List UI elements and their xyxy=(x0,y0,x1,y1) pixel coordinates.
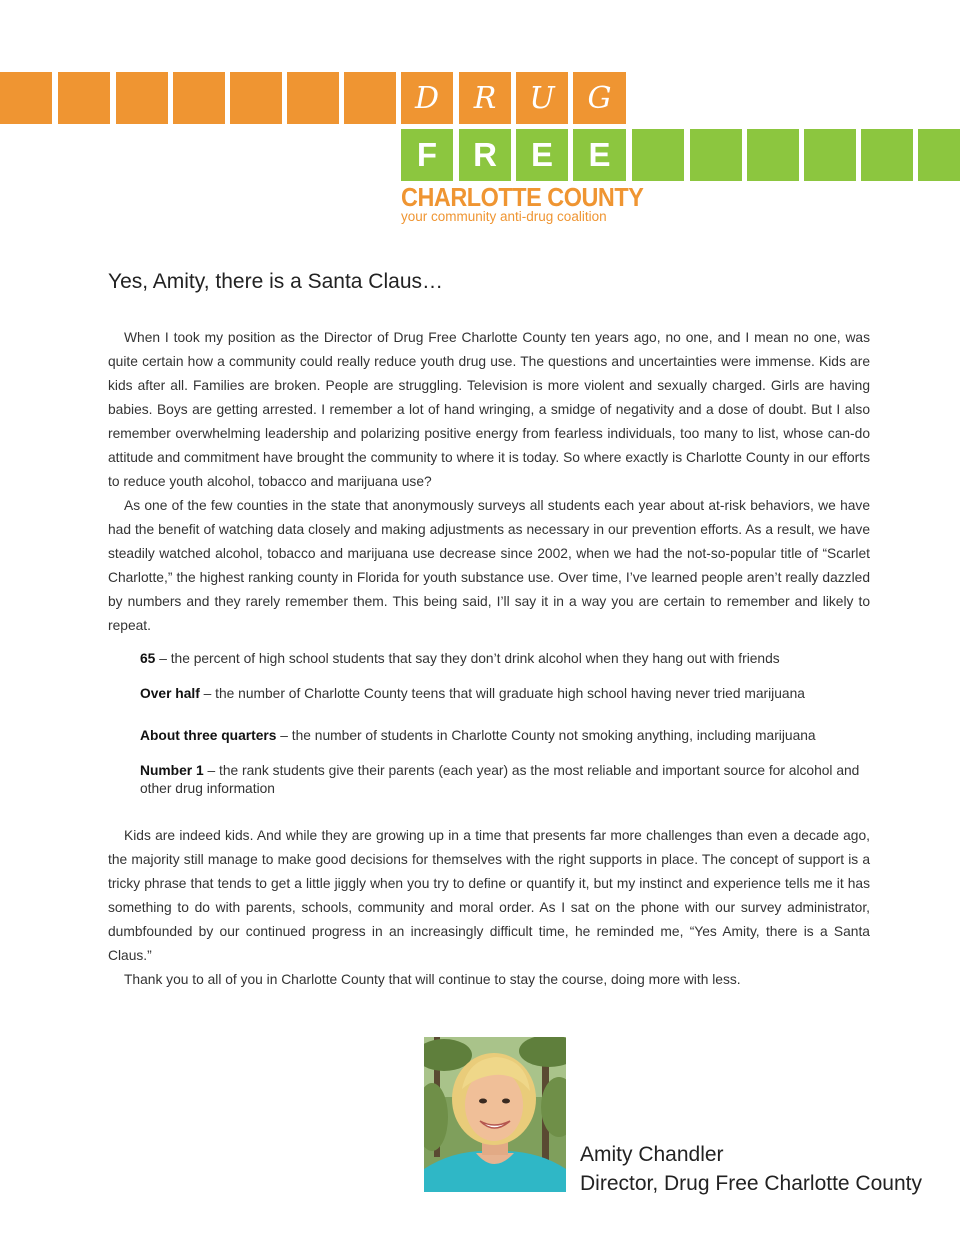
fact-lead: Over half xyxy=(140,686,200,701)
fact-lead: Number 1 xyxy=(140,763,204,778)
paragraph: Kids are indeed kids. And while they are growing up in a time that presents far more challenges than even a decade ago, the majority still manage to make good decisions for themselves with the right supports in place. The concept of support is a tricky phrase that tends to get a little jiggly when you try to define or quantify it, but my instinct and experience tells me it has something to do with parents, schools, community and moral order. As I sat on the phone with our survey administrator, dumbfounded by our continued progress in an increasingly difficult time, he reminded me, “Yes Amity, there is a Santa Claus.” xyxy=(108,828,870,963)
signer-title: Director, Drug Free Charlotte County xyxy=(580,1172,922,1195)
signer-name: Amity Chandler xyxy=(580,1143,724,1166)
orange-square xyxy=(230,72,282,124)
author-photo xyxy=(424,1037,566,1192)
logo-letter-r2: R xyxy=(459,129,511,181)
orange-square xyxy=(58,72,110,124)
fact-text: – the number of students in Charlotte County not smoking anything, including marijuana xyxy=(276,728,816,743)
green-square xyxy=(804,129,856,181)
paragraph: Thank you to all of you in Charlotte County that will continue to stay the course, doing more with less. xyxy=(124,972,741,987)
green-square xyxy=(918,129,960,181)
green-square xyxy=(861,129,913,181)
article-body-bottom xyxy=(108,824,870,992)
orange-square xyxy=(116,72,168,124)
orange-square xyxy=(0,72,52,124)
green-square xyxy=(690,129,742,181)
paragraph: When I took my position as the Director of Drug Free Charlotte County ten years ago, no one, and I mean no one, was quite certain how a community could really reduce youth drug use. The questions and uncertainties were immense. Kids are kids after all. Families are broken. People are struggling. Television is more violent and sexually charged. Girls are having babies. Boys are getting arrested. I remember a lot of hand wringing, a smidge of negativity and a dose of doubt. But I also remember overwhelming leadership and polarizing positive energy from fearless individuals, too many to list, whose can-do attitude and commitment have brought the community to where it is today. So where exactly is Charlotte County in our efforts to reduce youth alcohol, tobacco and marijuana use? xyxy=(108,330,870,489)
fact-text: – the percent of high school students that say they don’t drink alcohol when they hang out with friends xyxy=(155,651,780,666)
fact-item xyxy=(140,685,862,703)
logo-letter-f: F xyxy=(401,129,453,181)
green-square xyxy=(747,129,799,181)
fact-item xyxy=(140,727,862,745)
fact-item xyxy=(140,650,862,668)
portrait-image xyxy=(424,1037,566,1192)
logo-letter-r: R xyxy=(459,72,511,124)
logo-letter-d: D xyxy=(401,72,453,124)
logo-county-name: CHARLOTTE COUNTY xyxy=(401,182,644,212)
orange-square xyxy=(344,72,396,124)
fact-lead: 65 xyxy=(140,651,156,666)
orange-square xyxy=(173,72,225,124)
article-body-top xyxy=(108,326,870,638)
fact-lead: About three quarters xyxy=(140,728,277,743)
article-headline: Yes, Amity, there is a Santa Claus… xyxy=(108,270,443,293)
paragraph: As one of the few counties in the state that anonymously surveys all students each year about at-risk behaviors, we have had the benefit of watching data closely and making adjustments as necessary in our prevention efforts. As a result, we have steadily watched alcohol, tobacco and marijuana use decrease since 2002, when we had the not-so-popular title of “Scarlet Charlotte,” the highest ranking county in Florida for youth substance use. Over time, I’ve learned people aren’t really dazzled by numbers and they rarely remember them. This being said, I’ll say it in a way you are certain to remember and likely to repeat. xyxy=(108,498,870,633)
fact-item xyxy=(140,762,862,798)
signature-block xyxy=(580,1140,922,1198)
logo-letter-u: U xyxy=(516,72,568,124)
fact-text: – the rank students give their parents (each year) as the most reliable and important source for alcohol and other drug information xyxy=(140,763,860,796)
green-square xyxy=(632,129,684,181)
orange-square xyxy=(287,72,339,124)
fact-text: – the number of Charlotte County teens that will graduate high school having never tried marijuana xyxy=(199,686,805,701)
logo-tagline: your community anti-drug coalition xyxy=(401,209,607,224)
logo-letter-e2: E xyxy=(573,129,626,181)
logo-letter-g: G xyxy=(573,72,626,124)
logo-letter-e: E xyxy=(516,129,568,181)
